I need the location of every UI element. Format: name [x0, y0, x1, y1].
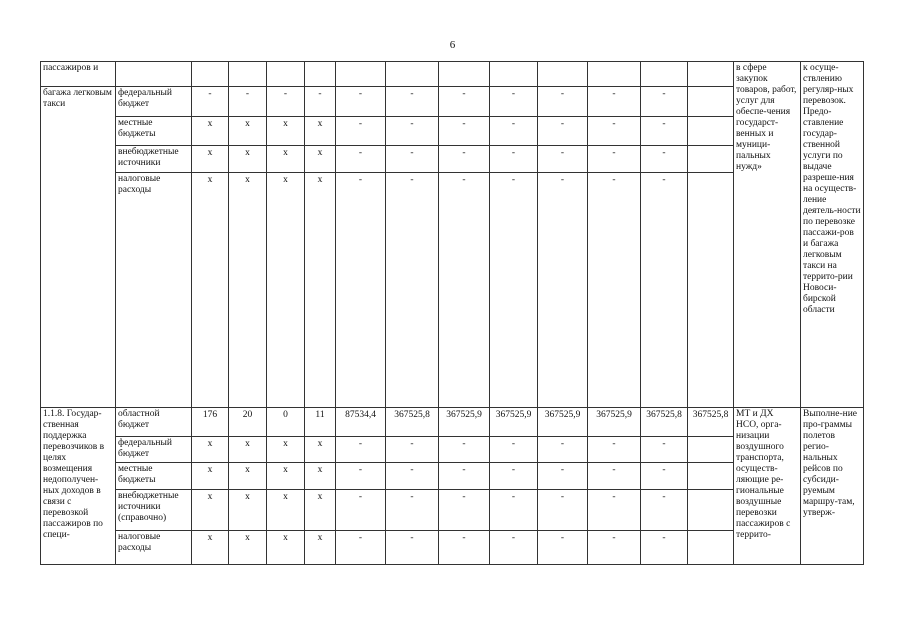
- value-cell: -: [386, 463, 439, 490]
- value-cell: x: [229, 437, 267, 463]
- value-cell: 20: [229, 408, 267, 437]
- source-label: федеральный бюджет: [116, 87, 192, 117]
- value-cell: x: [192, 437, 229, 463]
- value-cell: -: [336, 117, 386, 146]
- value-cell: -: [336, 146, 386, 173]
- value-cell: x: [305, 117, 336, 146]
- value-cell: -: [538, 531, 588, 565]
- value-cell: -: [386, 531, 439, 565]
- value-cell: x: [229, 173, 267, 408]
- value-cell: -: [386, 87, 439, 117]
- value-cell: 367525,8: [386, 408, 439, 437]
- value-cell: -: [386, 490, 439, 531]
- value-cell: x: [305, 146, 336, 173]
- source-label: налоговые расходы: [116, 531, 192, 565]
- value-cell: -: [192, 87, 229, 117]
- value-cell: -: [588, 490, 641, 531]
- value-cell: -: [538, 173, 588, 408]
- value-cell: x: [305, 463, 336, 490]
- value-cell: -: [490, 531, 538, 565]
- value-cell: x: [229, 490, 267, 531]
- value-cell: 367525,9: [490, 408, 538, 437]
- value-cell: x: [267, 173, 305, 408]
- value-cell: 176: [192, 408, 229, 437]
- value-cell: x: [192, 146, 229, 173]
- value-cell: x: [267, 531, 305, 565]
- value-cell: x: [192, 490, 229, 531]
- value-cell: -: [641, 117, 688, 146]
- value-cell: x: [192, 117, 229, 146]
- value-cell: -: [267, 87, 305, 117]
- value-cell: -: [588, 437, 641, 463]
- value-cell: x: [229, 463, 267, 490]
- source-label: федеральный бюджет: [116, 437, 192, 463]
- value-cell: -: [439, 146, 490, 173]
- value-cell: -: [588, 531, 641, 565]
- value-cell: x: [305, 173, 336, 408]
- value-cell: x: [192, 531, 229, 565]
- value-cell: 367525,8: [688, 408, 734, 437]
- value-cell: 367525,8: [641, 408, 688, 437]
- value-cell: -: [336, 87, 386, 117]
- value-cell: -: [538, 463, 588, 490]
- value-cell: -: [439, 173, 490, 408]
- value-cell: -: [538, 437, 588, 463]
- source-label: областной бюджет: [116, 408, 192, 437]
- measure-name-cell: пассажиров и: [41, 62, 116, 87]
- value-cell: -: [490, 146, 538, 173]
- table-row: [41, 408, 864, 437]
- value-cell: -: [386, 173, 439, 408]
- value-cell: -: [490, 87, 538, 117]
- value-cell: -: [439, 117, 490, 146]
- value-cell: 367525,9: [538, 408, 588, 437]
- value-cell: x: [229, 531, 267, 565]
- value-cell: -: [336, 490, 386, 531]
- source-label: местные бюджеты: [116, 117, 192, 146]
- table-row: [41, 62, 864, 87]
- source-label: внебюджетные источники: [116, 146, 192, 173]
- value-cell: -: [588, 87, 641, 117]
- value-cell: x: [267, 490, 305, 531]
- value-cell: -: [490, 463, 538, 490]
- value-cell: 87534,4: [336, 408, 386, 437]
- value-cell: 367525,9: [588, 408, 641, 437]
- value-cell: 0: [267, 408, 305, 437]
- value-cell: -: [386, 146, 439, 173]
- value-cell: -: [336, 531, 386, 565]
- source-label: внебюджетные источники (справочно): [116, 490, 192, 531]
- value-cell: -: [641, 146, 688, 173]
- value-cell: x: [305, 437, 336, 463]
- value-cell: -: [588, 146, 641, 173]
- value-cell: -: [538, 146, 588, 173]
- measure-name-cell: багажа легковым такси: [41, 87, 116, 408]
- value-cell: -: [538, 87, 588, 117]
- value-cell: -: [538, 117, 588, 146]
- value-cell: -: [641, 531, 688, 565]
- value-cell: -: [538, 490, 588, 531]
- value-cell: -: [490, 437, 538, 463]
- value-cell: x: [305, 490, 336, 531]
- value-cell: -: [229, 87, 267, 117]
- value-cell: -: [305, 87, 336, 117]
- value-cell: x: [267, 117, 305, 146]
- value-cell: x: [267, 437, 305, 463]
- source-label: налоговые расходы: [116, 173, 192, 408]
- value-cell: -: [336, 463, 386, 490]
- value-cell: -: [490, 490, 538, 531]
- value-cell: -: [439, 437, 490, 463]
- program-table: [40, 61, 864, 565]
- value-cell: x: [305, 531, 336, 565]
- value-cell: -: [588, 117, 641, 146]
- measure-name-cell: 1.1.8. Государ-ственная поддержка перевозчиков в целях возмещения недополучен-ных доходов в связи с перевозкой пассажиров по специ-: [41, 408, 116, 565]
- value-cell: x: [229, 117, 267, 146]
- value-cell: x: [229, 146, 267, 173]
- value-cell: -: [439, 531, 490, 565]
- value-cell: -: [386, 117, 439, 146]
- value-cell: -: [336, 173, 386, 408]
- value-cell: -: [386, 437, 439, 463]
- value-cell: 367525,9: [439, 408, 490, 437]
- executor-cell: в сфере закупок товаров, работ, услуг для обеспе-чения государст-венных и муници-пальных нужд»: [734, 62, 801, 408]
- value-cell: -: [490, 173, 538, 408]
- executor-cell: МТ и ДХ НСО, орга-низации воздушного транспорта, осуществ-ляющие ре-гиональные воздушные перевозки пассажиров с террито-: [734, 408, 801, 565]
- value-cell: -: [641, 87, 688, 117]
- value-cell: -: [641, 173, 688, 408]
- value-cell: -: [641, 463, 688, 490]
- result-cell: Выполне-ние про-граммы полетов регио-нальных рейсов по субсиди-руемым маршру-там, утверж-: [801, 408, 864, 565]
- value-cell: -: [490, 117, 538, 146]
- value-cell: -: [641, 437, 688, 463]
- result-cell: к осуще-ствлению регуляр-ных перевозок. Предо-ставление государ-ственной услуги по выдаче разреше-ния на осуществ-ление деятель-ности по перевозке пассажи-ров и багажа легковым такси на террито-рии Новоси-бирской области: [801, 62, 864, 408]
- value-cell: 11: [305, 408, 336, 437]
- value-cell: -: [588, 173, 641, 408]
- value-cell: -: [588, 463, 641, 490]
- value-cell: x: [267, 146, 305, 173]
- value-cell: -: [439, 463, 490, 490]
- value-cell: -: [439, 490, 490, 531]
- page-number: 6: [449, 39, 456, 51]
- source-label: местные бюджеты: [116, 463, 192, 490]
- value-cell: x: [192, 463, 229, 490]
- value-cell: x: [267, 463, 305, 490]
- value-cell: -: [439, 87, 490, 117]
- value-cell: x: [192, 173, 229, 408]
- value-cell: -: [641, 490, 688, 531]
- value-cell: -: [336, 437, 386, 463]
